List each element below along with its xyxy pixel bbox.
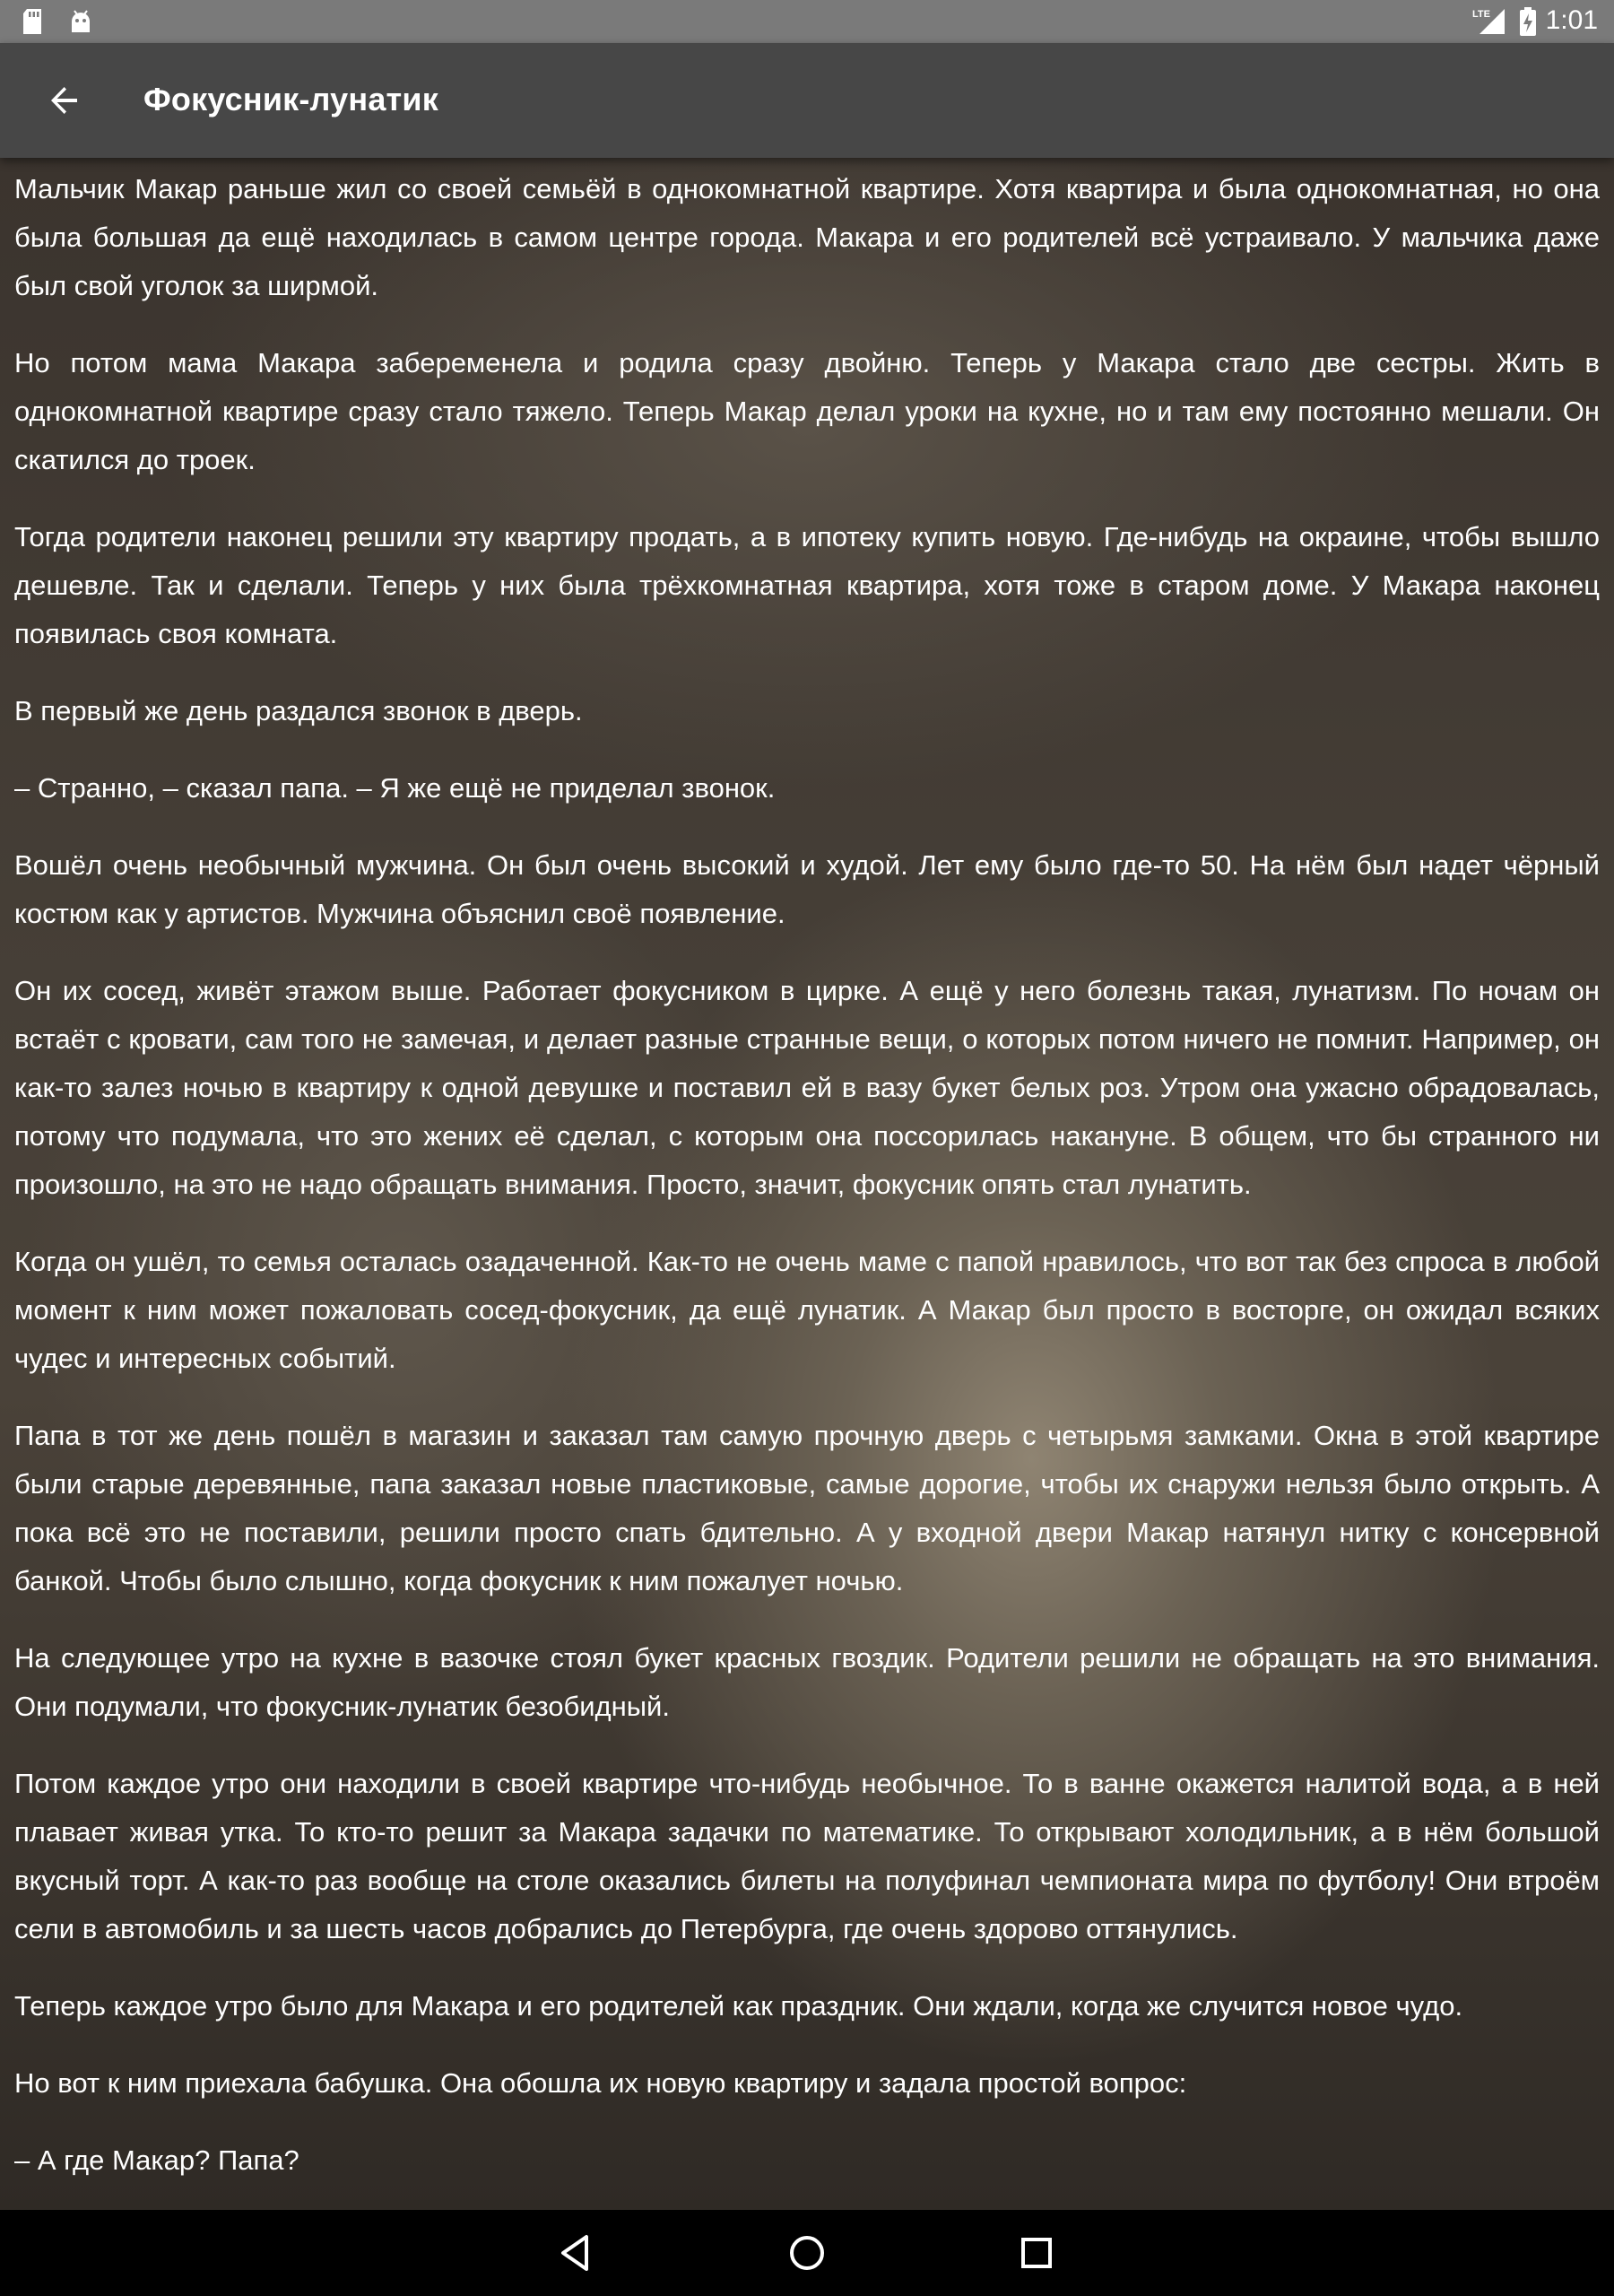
story-text — [14, 165, 1600, 2210]
story-paragraph: В первый же день раздался звонок в дверь. — [14, 695, 583, 726]
sd-card-icon — [22, 9, 43, 39]
story-paragraph: Теперь каждое утро было для Макара и его родителей как праздник. Они ждали, когда же случится новое чудо. — [14, 1990, 1463, 2022]
story-paragraph: – А где Макар? Папа? — [14, 2144, 299, 2176]
back-triangle-icon — [556, 2231, 599, 2274]
recents-square-icon — [1015, 2231, 1058, 2274]
network-type-label: LTE — [1472, 9, 1490, 20]
story-paragraph: Когда он ушёл, то семья осталась озадаченной. Как-то не очень маме с папой нравилось, что вот так без спроса в любой момент к ним может пожаловать сосед-фокусник, да ещё лунатик. А Макар был просто в восторге, он ожидал всяких чудес и интересных событий. — [14, 1246, 1600, 1374]
story-paragraph: На следующее утро на кухне в вазочке стоял букет красных гвоздик. Родители решили не обращать на это внимания. Они подумали, что фокусник-лунатик безобидный. — [14, 1642, 1600, 1722]
page-title: Фокусник-лунатик — [143, 81, 438, 117]
status-bar — [0, 0, 1614, 43]
battery-charging-icon — [1519, 7, 1537, 40]
story-paragraph: Тогда родители наконец решили эту квартиру продать, а в ипотеку купить новую. Где-нибудь на окраине, чтобы вышло дешевле. Так и сделали. Теперь у них была трёхкомнатная квартира, хотя тоже в старом доме. У Макара наконец появилась своя комната. — [14, 521, 1600, 649]
story-paragraph: Мальчик Макар раньше жил со своей семьёй в однокомнатной квартире. Хотя квартира и была однокомнатная, но она была большая да ещё находилась в самом центре города. Макара и его родителей всё устраивало. У мальчика даже был свой уголок за ширмой. — [14, 173, 1600, 301]
story-paragraph: Но вот к ним приехала бабушка. Она обошла их новую квартиру и задала простой вопрос: — [14, 2067, 1187, 2099]
story-paragraph: Потом каждое утро они находили в своей квартире что-нибудь необычное. То в ванне окажется налитой вода, а в ней плавает живая утка. То кто-то решит за Макара задачки по математике. То открывают холодильник, а в нём большой вкусный торт. А как-то раз вообще на столе оказались билеты на полуфинал чемпионата мира по футболу! Они втроём сели в автомобиль и за шесть часов добрались до Петербурга, где очень здорово оттянулись. — [14, 1768, 1600, 1944]
app-bar — [0, 43, 1614, 158]
status-time: 1:01 — [1545, 5, 1598, 35]
navigation-bar — [0, 2210, 1614, 2296]
story-scroll-area[interactable] — [0, 158, 1614, 2210]
nav-recents-button[interactable] — [1015, 2231, 1058, 2274]
home-circle-icon — [785, 2231, 829, 2274]
nav-home-button[interactable] — [785, 2231, 829, 2274]
nav-back-button[interactable] — [556, 2231, 599, 2274]
story-paragraph: Папа в тот же день пошёл в магазин и заказал там самую прочную дверь с четырьмя замками. Окна в этой квартире были старые деревянные, папа заказал новые пластиковые, самые дорогие, чтобы их снаружи нельзя было открыть. А пока всё это не поставили, решили просто спать бдительно. А у входной двери Макар натянул нитку с консервной банкой. Чтобы было слышно, когда фокусник к ним пожалует ночью. — [14, 1420, 1600, 1596]
back-button[interactable] — [34, 70, 95, 131]
story-paragraph: – Странно, – сказал папа. – Я же ещё не приделал звонок. — [14, 772, 776, 804]
story-paragraph: Вошёл очень необычный мужчина. Он был очень высокий и худой. Лет ему было где-то 50. На нём был надет чёрный костюм как у артистов. Мужчина объяснил своё появление. — [14, 849, 1600, 929]
story-paragraph: Но потом мама Макара забеременела и родила сразу двойню. Теперь у Макара стало две сестры. Жить в однокомнатной квартире сразу стало тяжело. Теперь Макар делал уроки на кухне, но и там ему постоянно мешали. Он скатился до троек. — [14, 347, 1600, 475]
signal-icon — [1472, 7, 1506, 40]
android-icon — [68, 9, 93, 39]
arrow-left-icon — [48, 84, 81, 117]
story-paragraph: Он их сосед, живёт этажом выше. Работает фокусником в цирке. А ещё у него болезнь такая, лунатизм. По ночам он встаёт с кровати, сам того не замечая, и делает разные странные вещи, о которых потом ничего не помнит. Например, он как-то залез ночью в квартиру к одной девушке и поставил ей в вазу букет белых роз. Утром она ужасно обрадовалась, потому что подумала, что это жених её сделал, с которым она поссорилась накануне. В общем, что бы странного ни произошло, на это не надо обращать внимания. Просто, значит, фокусник опять стал лунатить. — [14, 975, 1600, 1200]
